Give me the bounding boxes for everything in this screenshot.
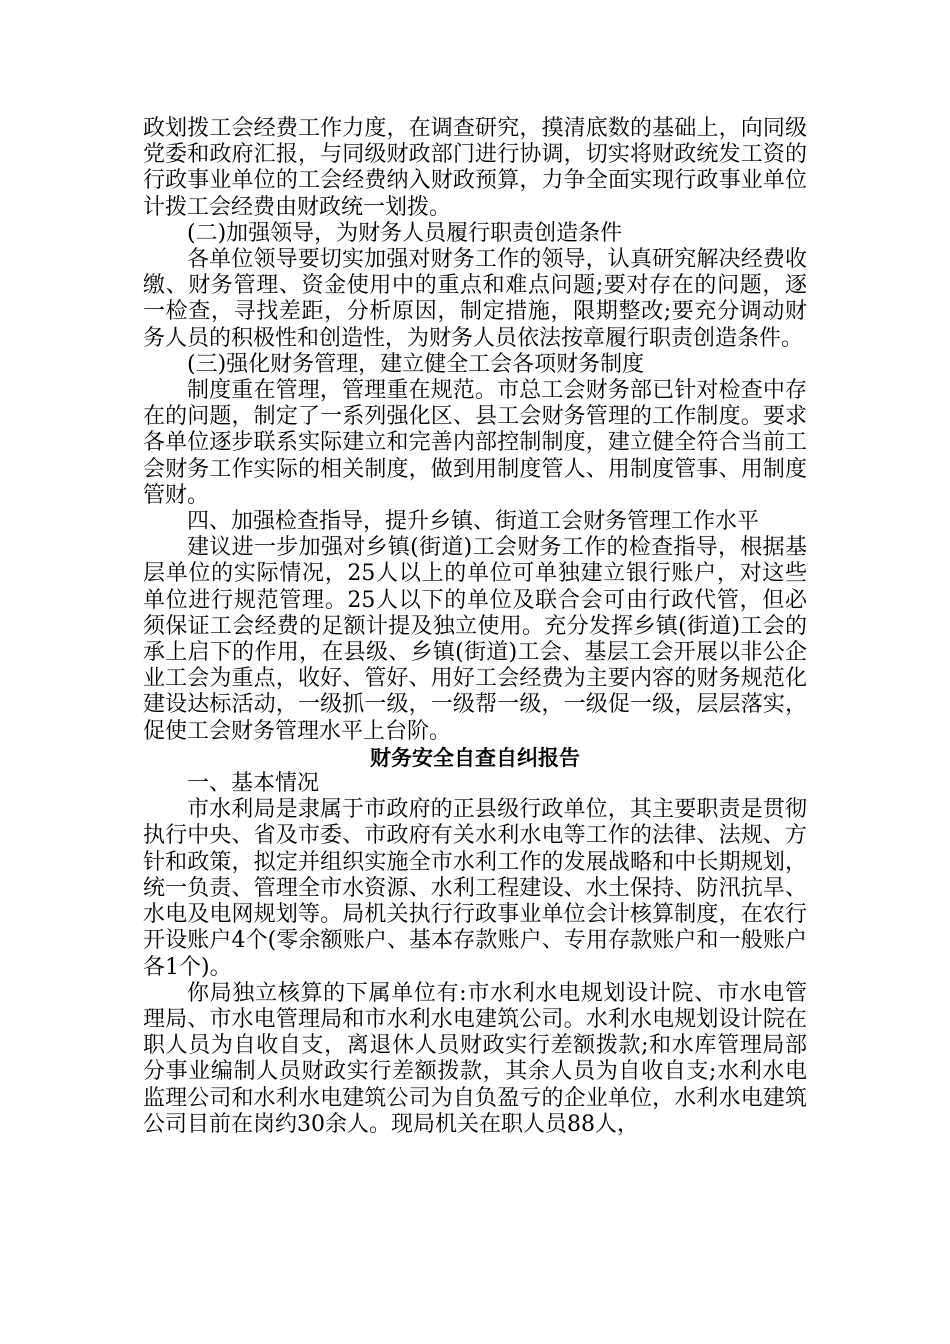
paragraph-funding: 政划拨工会经费工作力度，在调查研究，摸清底数的基础上，向同级党委和政府汇报，与同级财政部门进行协调，切实将财政统发工资的行政事业单位的工会经费纳入财政预算，力争全面实现行政事业单位计拨工会经费由财政统一划拨。 — [143, 116, 807, 220]
paragraph-finance-system: 制度重在管理，管理重在规范。市总工会财务部已针对检查中存在的问题，制定了一系列强化区、县工会财务管理的工作制度。要求各单位逐步联系实际建立和完善内部控制制度，建立健全符合当前工会财务工作实际的相关制度，做到用制度管人、用制度管事、用制度管财。 — [143, 378, 807, 508]
paragraph-subordinate-units: 你局独立核算的下属单位有:市水利水电规划设计院、市水电管理局、市水电管理局和市水利水电建筑公司。水利水电规划设计院在职人员为自收自支，离退休人员财政实行差额拨款;和水库管理局部分事业编制人员财政实行差额拨款，其余人员为自收自支;水利水电监理公司和水利水电建筑公司为自负盈亏的企业单位，水利水电建筑公司目前在岗约30余人。现局机关在职人员88人， — [143, 980, 807, 1137]
heading-leadership: (二)加强领导，为财务人员履行职责创造条件 — [187, 220, 623, 246]
document-page — [143, 116, 807, 1138]
heading-inspection: 四、加强检查指导，提升乡镇、街道工会财务管理工作水平 — [187, 509, 760, 535]
heading-finance-system: (三)强化财务管理，建立健全工会各项财务制度 — [187, 351, 645, 377]
heading-basic-info: 一、基本情况 — [187, 771, 320, 797]
paragraph-bureau-overview: 市水利局是隶属于市政府的正县级行政单位，其主要职责是贯彻执行中央、省及市委、市政府有关水利水电等工作的法律、法规、方针和政策，拟定并组织实施全市水利工作的发展战略和中长期规划，统一负责、管理全市水资源、水利工程建设、水土保持、防汛抗旱、水电及电网规划等。局机关执行行政事业单位会计核算制度，在农行开设账户4个(零余额账户、基本存款账户、专用存款账户和一般账户各1个)。 — [143, 797, 807, 980]
paragraph-inspection: 建议进一步加强对乡镇(街道)工会财务工作的检查指导，根据基层单位的实际情况，25人以上的单位可单独建立银行账户，对这些单位进行规范管理。25人以下的单位及联合会可由行政代管，但必须保证工会经费的足额计提及独立使用。充分发挥乡镇(街道)工会的承上启下的作用，在县级、乡镇(街道)工会、基层工会开展以非公企业工会为重点，收好、管好、用好工会经费为主要内容的财务规范化建设达标活动，一级抓一级，一级帮一级，一级促一级，层层落实，促使工会财务管理水平上台阶。 — [143, 535, 807, 744]
paragraph-leadership: 各单位领导要切实加强对财务工作的领导，认真研究解决经费收缴、财务管理、资金使用中的重点和难点问题;要对存在的问题，逐一检查，寻找差距，分析原因，制定措施，限期整改;要充分调动财务人员的积极性和创造性，为财务人员依法按章履行职责创造条件。 — [143, 247, 807, 351]
report-title: 财务安全自查自纠报告 — [370, 745, 580, 770]
